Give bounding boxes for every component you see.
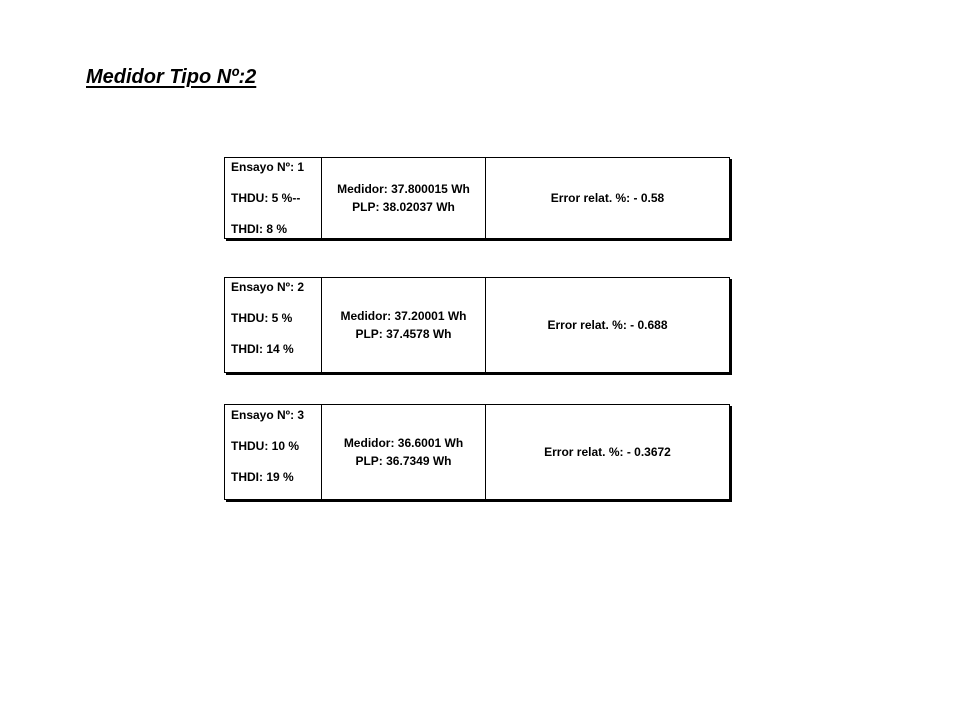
test-table-2 [224, 277, 730, 373]
medidor-reading: Medidor: 36.6001 Wh [343, 436, 464, 450]
thdi-value: THDI: 14 % [231, 342, 294, 356]
table-row [225, 405, 730, 500]
readings-cell [322, 278, 486, 373]
relative-error-cell: Error relat. %: - 0.58 [486, 158, 730, 239]
thdu-value: THDU: 5 %-- [231, 191, 301, 205]
readings-cell [322, 405, 486, 500]
medidor-reading: Medidor: 37.800015 Wh [337, 182, 470, 196]
thdu-value: THDU: 5 % [231, 311, 293, 325]
plp-reading: PLP: 38.02037 Wh [352, 200, 455, 214]
test-parameters-cell [225, 158, 322, 239]
plp-reading: PLP: 37.4578 Wh [355, 327, 452, 341]
thdi-value: THDI: 19 % [231, 470, 294, 484]
table-row [225, 278, 730, 373]
relative-error-cell: Error relat. %: - 0.688 [486, 278, 730, 373]
plp-reading: PLP: 36.7349 Wh [355, 454, 452, 468]
relative-error-cell: Error relat. %: - 0.3672 [486, 405, 730, 500]
test-table-1 [224, 157, 730, 239]
table-row [225, 158, 730, 239]
ensayo-label: Ensayo Nº: 2 [231, 280, 305, 294]
test-parameters-cell [225, 405, 322, 500]
ensayo-label: Ensayo Nº: 3 [231, 408, 305, 422]
test-table-3 [224, 404, 730, 500]
readings-cell [322, 158, 486, 239]
medidor-reading: Medidor: 37.20001 Wh [340, 309, 467, 323]
page-title: Medidor Tipo Nº:2 [86, 66, 257, 88]
test-parameters-cell [225, 278, 322, 373]
thdu-value: THDU: 10 % [231, 439, 300, 453]
ensayo-label: Ensayo Nº: 1 [231, 160, 305, 174]
thdi-value: THDI: 8 % [231, 222, 288, 236]
